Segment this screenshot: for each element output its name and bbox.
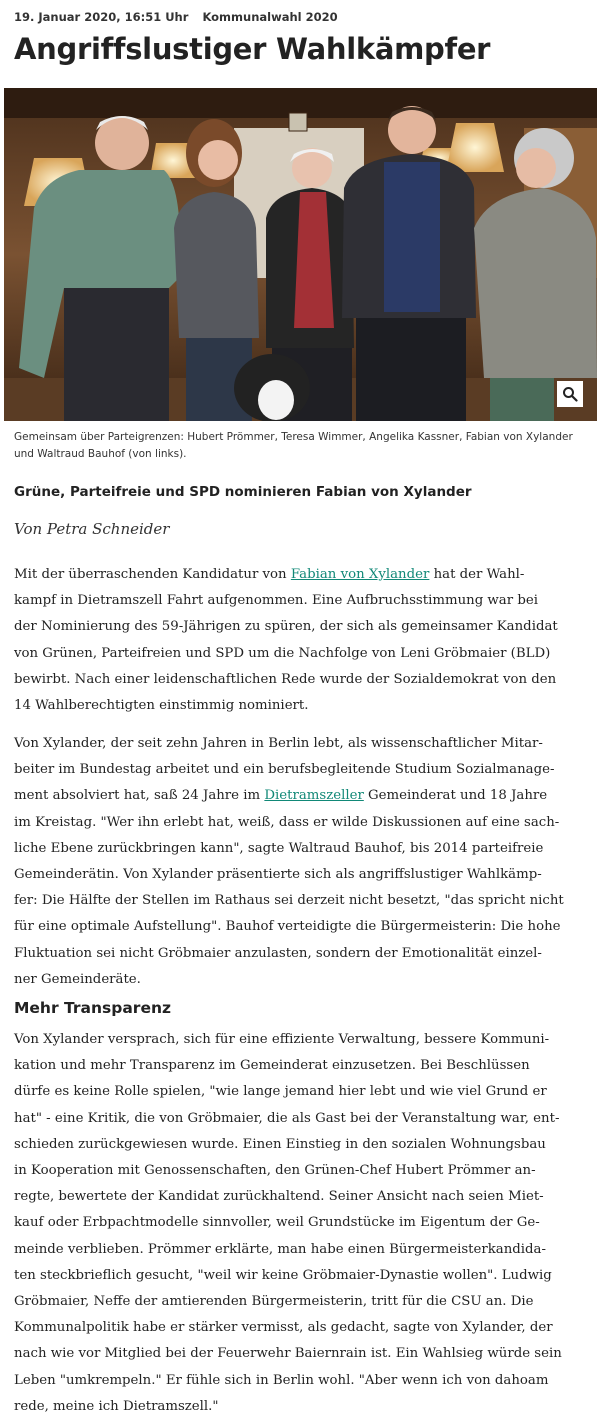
paragraph-line: kauf oder Erbpachtmodelle sinnvoller, weil Grundstücke im Eigentum der Ge- <box>14 1215 540 1231</box>
paragraph-1 <box>14 562 590 719</box>
section-heading: Mehr Transparenz <box>14 999 172 1017</box>
paragraph-line: kampf in Dietramszell Fahrt aufgenommen. Eine Aufbruchsstimmung war bei <box>14 593 538 609</box>
paragraph-line: schieden zurückgewiesen wurde. Einen Einstieg in den sozialen Wohnungsbau <box>14 1136 546 1152</box>
article-photo[interactable] <box>4 88 597 421</box>
paragraph-line: von Grünen, Parteifreien und SPD um die Nachfolge von Leni Gröbmaier (BLD) <box>14 645 551 661</box>
paragraph-line: 14 Wahlberechtigten einstimmig nominiert. <box>14 698 309 714</box>
link-fabian-von-xylander[interactable]: Fabian von Xylander <box>290 567 430 582</box>
paragraph-line: bewirbt. Nach einer leidenschaftlichen Rede wurde der Sozialdemokrat von den <box>14 671 557 687</box>
magnifier-icon <box>562 386 578 402</box>
paragraph-line: meinde verblieben. Prömmer erklärte, man habe einen Bürgermeisterkandida- <box>14 1241 546 1257</box>
paragraph-line: für eine optimale Aufstellung". Bauhof verteidigte die Bürgermeisterin: Die hohe <box>14 919 561 935</box>
publish-date: 19. Januar 2020, 16:51 Uhr <box>14 10 189 24</box>
paragraph-line: in Kooperation mit Genossenschaften, den Grünen-Chef Hubert Prömmer an- <box>14 1163 536 1179</box>
paragraph-line: Von Xylander, der seit zehn Jahren in Berlin lebt, als wissenschaftlicher Mitar- <box>14 736 543 751</box>
paragraph-line: im Kreistag. "Wer ihn erlebt hat, weiß, dass er wilde Diskussionen auf eine sach- <box>14 814 560 830</box>
paragraph-line: der Nominierung des 59-Jährigen zu spüren, der sich als gemeinsamer Kandidat <box>14 619 558 635</box>
article-meta <box>14 10 338 24</box>
paragraph-line: rede, meine ich Dietramszell." <box>14 1398 219 1414</box>
zoom-button[interactable] <box>557 381 583 407</box>
paragraph-line: liche Ebene zurückbringen kann", sagte Waltraud Bauhof, bis 2014 parteifreie <box>14 840 544 856</box>
paragraph-line: Fluktuation sei nicht Gröbmaier anzulasten, sondern der Emotionalität einzel- <box>14 945 542 961</box>
paragraph-2 <box>14 731 590 993</box>
author-byline: Von Petra Schneider <box>14 520 170 538</box>
category-label[interactable]: Kommunalwahl 2020 <box>202 10 338 24</box>
paragraph-line: Leben "umkrempeln." Er fühle sich in Berlin wohl. "Aber wenn ich von dahoam <box>14 1372 549 1388</box>
paragraph-line: nach wie vor Mitglied bei der Feuerwehr Baiernrain ist. Ein Wahlsieg würde sein <box>14 1346 562 1362</box>
paragraph-line: Mit der überraschenden Kandidatur von Fabian von Xylander hat der Wahl- <box>14 567 525 582</box>
paragraph-line: Gröbmaier, Neffe der amtierenden Bürgermeisterin, tritt für die CSU an. Die <box>14 1294 534 1310</box>
paragraph-line: ten steckbrieflich gesucht, "weil wir keine Gröbmaier-Dynastie wollen". Ludwig <box>14 1267 552 1283</box>
paragraph-line: Kommunalpolitik habe er stärker vermisst, als gedacht, sagte von Xylander, der <box>14 1320 553 1336</box>
link-dietramszeller[interactable]: Dietramszeller <box>264 788 364 804</box>
paragraph-line: Von Xylander versprach, sich für eine effiziente Verwaltung, bessere Kommuni- <box>14 1032 550 1047</box>
paragraph-line: kation und mehr Transparenz im Gemeinderat einzusetzen. Bei Beschlüssen <box>14 1058 530 1074</box>
paragraph-line: beiter im Bundestag arbeitet und ein berufsbegleitende Studium Sozialmanage- <box>14 762 555 778</box>
paragraph-line: dürfe es keine Rolle spielen, "wie lange jemand hier lebt und wie viel Grund er <box>14 1084 547 1100</box>
paragraph-line: ment absolviert hat, saß 24 Jahre im Dietramszeller Gemeinderat und 18 Jahre <box>14 788 548 804</box>
article-subheadline: Grüne, Parteifreie und SPD nominieren Fabian von Xylander <box>14 484 472 500</box>
paragraph-line: regte, bewertete der Kandidat zurückhaltend. Seiner Ansicht nach seien Miet- <box>14 1189 544 1205</box>
paragraph-line: fer: Die Hälfte der Stellen im Rathaus sei derzeit nicht besetzt, "das spricht nicht <box>14 893 564 909</box>
paragraph-line: Gemeinderätin. Von Xylander präsentierte sich als angriffslustiger Wahlkämp- <box>14 867 542 883</box>
article-headline: Angriffslustiger Wahlkämpfer <box>14 32 491 66</box>
paragraph-line: hat" - eine Kritik, die von Gröbmaier, die als Gast bei der Veranstaltung war, ent- <box>14 1110 560 1126</box>
photo-caption: Gemeinsam über Parteigrenzen: Hubert Prömmer, Teresa Wimmer, Angelika Kassner, Fabian von Xylander und Waltraud Bauhof (von links). <box>14 431 573 460</box>
paragraph-3 <box>14 1027 590 1420</box>
photo-illustration <box>4 88 597 421</box>
paragraph-line: ner Gemeinderäte. <box>14 971 141 987</box>
